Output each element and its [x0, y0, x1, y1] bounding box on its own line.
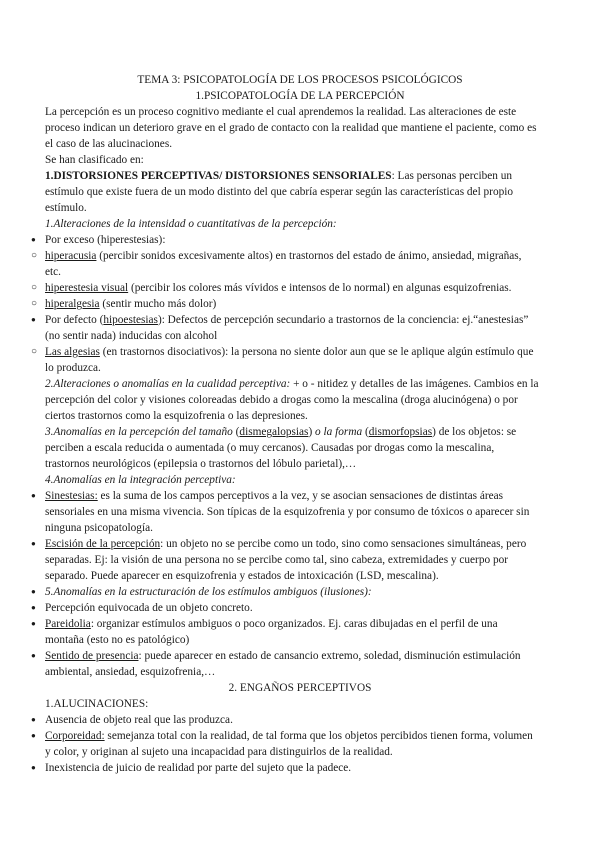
subsection-ilusiones: 5.Anomalías en la estructuración de los estímulos ambiguos (ilusiones):: [45, 586, 372, 598]
list-item-continuation: separado. Puede aparecer en esquizofrenia y estados de intoxicación (LSD, mescalina).: [45, 570, 439, 582]
list-item-continuation: montaña (esto no es patológico): [45, 634, 190, 646]
page-title: TEMA 3: PSICOPATOLOGÍA DE LOS PROCESOS PSICOLÓGICOS: [137, 74, 463, 86]
intro-line: el caso de las alucinaciones.: [45, 138, 173, 150]
term-corporeidad: Corporeidad:: [45, 730, 105, 742]
intro-line: La percepción es un proceso cognitivo mediante el cual aprendemos la realidad. Las alteraciones de este: [45, 106, 517, 118]
list-item-text: : puede aparecer en estado de cansancio extremo, soledad, disminución estimulación: [138, 650, 521, 662]
subsection-title: o la forma: [315, 426, 363, 438]
distorsiones-text: : Las personas perciben un: [391, 170, 513, 182]
section-title-2: 2. ENGAÑOS PERCEPTIVOS: [228, 682, 372, 694]
list-item-text: Por defecto (: [45, 314, 104, 326]
distorsiones-heading: [45, 168, 575, 184]
term-sentido-presencia: Sentido de presencia: [45, 650, 139, 662]
list-item: [45, 296, 575, 312]
bullet-hollow-icon: [31, 248, 37, 264]
list-item: Ausencia de objeto real que las produzca.: [45, 714, 233, 726]
subsection-text: de los objetos: se: [435, 426, 517, 438]
subsection-integracion: 4.Anomalías en la integración perceptiva:: [45, 474, 236, 486]
list-item-continuation: etc.: [45, 266, 61, 278]
bullet-filled-icon: [31, 648, 36, 664]
distorsiones-line: estímulo que existe fuera de un modo distinto del que cabría esperar según las características del propio: [45, 186, 514, 198]
paragraph-line: percepción del color y visiones coloreadas debido a drogas como la mescalina (droga alucinógena) o por: [45, 394, 518, 406]
list-item-text: (percibir sonidos excesivamente altos) en trastornos del estado de ánimo, ansiedad, migrañas,: [96, 250, 522, 262]
bullet-hollow-icon: [31, 280, 37, 296]
list-item: [45, 728, 575, 744]
bullet-filled-icon: [31, 232, 36, 248]
subsection-intensidad: 1.Alteraciones de la intensidad o cuantitativas de la percepción:: [45, 218, 337, 230]
list-item-continuation: y color, y originan al sujeto una incapacidad para distinguirlos de la realidad.: [45, 746, 393, 758]
term-escision: Escisión de la percepción: [45, 538, 161, 550]
list-item-continuation: sensoriales en una misma vivencia. Son típicas de la esquizofrenia y por consumo de tóxicos o aparecer sin: [45, 506, 530, 518]
section-title-1: 1.PSICOPATOLOGÍA DE LA PERCEPCIÓN: [195, 90, 405, 102]
list-item-continuation: ambiental, ansiedad, esquizofrenia,…: [45, 666, 216, 678]
bullet-hollow-icon: [31, 344, 37, 360]
bullet-filled-icon: [31, 584, 36, 600]
term-algesias: Las algesias: [45, 346, 100, 358]
list-item-text: (percibir los colores más vívidos e intensos de lo normal) en algunas esquizofrenias.: [128, 282, 512, 294]
list-item: [45, 488, 575, 504]
paragraph-line: ciertos trastornos como la esquizofrenia o las depresiones.: [45, 410, 308, 422]
bullet-filled-icon: [31, 760, 36, 776]
intro-line: Se han clasificado en:: [45, 154, 144, 166]
term-dismorfopsias: dismorfopsias: [368, 426, 433, 438]
list-item: Inexistencia de juicio de realidad por parte del sujeto que la padece.: [45, 762, 352, 774]
term-hiperalgesia: hiperalgesia: [45, 298, 100, 310]
list-item-text: ): Defectos de percepción secundario a trastornos de la conciencia: ej.“anestesias”: [157, 314, 529, 326]
list-item-continuation: ninguna psicopatología.: [45, 522, 153, 534]
list-item-text: (sentir mucho más dolor): [99, 298, 217, 310]
list-item-text: semejanza total con la realidad, de tal forma que los objetos percibidos tienen forma, volumen: [104, 730, 533, 742]
list-item: [45, 280, 575, 296]
term-sinestesias: Sinestesias:: [45, 490, 98, 502]
subsection-title: 2.Alteraciones o anomalías en la cualidad perceptiva:: [45, 378, 291, 390]
bullet-filled-icon: [31, 536, 36, 552]
term-hiperestesia-visual: hiperestesia visual: [45, 282, 129, 294]
paragraph-line: trastornos neurológicos (epilepsia o trastornos del lóbulo parietal),…: [45, 458, 357, 470]
list-item: [45, 344, 575, 360]
distorsiones-title: 1.DISTORSIONES PERCEPTIVAS/ DISTORSIONES SENSORIALES: [45, 170, 392, 182]
term-hipoestesias: hipoestesias: [103, 314, 158, 326]
list-item-text: : organizar estímulos ambiguos o poco organizados. Ej. caras dibujadas en el perfil de una: [90, 618, 498, 630]
list-item: Percepción equivocada de un objeto concreto.: [45, 602, 253, 614]
paragraph-line: perciben a escala reducida o aumentada (o muy cercanos). Causadas por drogas como la mescalina,: [45, 442, 495, 454]
subsection-cualidad: [45, 376, 575, 392]
bullet-filled-icon: [31, 616, 36, 632]
list-item-continuation: (no sentir nada) inducidas con alcohol: [45, 330, 218, 342]
list-item: [45, 616, 575, 632]
list-item-text: es la suma de los campos perceptivos a la vez, y se asocian sensaciones de distintas áreas: [97, 490, 504, 502]
list-item-text: (en trastornos disociativos): la persona no siente dolor aun que se le aplique algún estímulo que: [99, 346, 534, 358]
list-item-continuation: lo produzca.: [45, 362, 101, 374]
bullet-filled-icon: [31, 712, 36, 728]
subsection-text: + o - nitidez y detalles de las imágenes. Cambios en la: [290, 378, 539, 390]
term-pareidolia: Pareidolia: [45, 618, 91, 630]
bullet-filled-icon: [31, 488, 36, 504]
bullet-filled-icon: [31, 600, 36, 616]
subsection-title: 3.Anomalías en la percepción del tamaño: [45, 426, 233, 438]
bullet-hollow-icon: [31, 296, 37, 312]
bullet-filled-icon: [31, 312, 36, 328]
list-item-text: : un objeto no se percibe como un todo, sino como sensaciones simultáneas, pero: [160, 538, 527, 550]
list-item: [45, 648, 575, 664]
bullet-filled-icon: [31, 728, 36, 744]
intro-line: proceso indican un deterioro grave en el grado de contacto con la realidad que mantiene el paciente, como es: [45, 122, 537, 134]
list-item: [45, 312, 575, 328]
list-item-continuation: separadas. Ej: la visión de una persona no se percibe como tal, sino cabeza, extremidades y cuerpo por: [45, 554, 509, 566]
list-item: [45, 248, 575, 264]
subsection-alucinaciones: 1.ALUCINACIONES:: [45, 698, 149, 710]
subsection-tamano: 3.Anomalías en la percepción del tamaño (dismegalopsias) o la forma (dismorfopsias) de los objetos: se: [45, 426, 517, 438]
list-item: Por exceso (hiperestesias):: [45, 234, 166, 246]
term-dismegalopsias: dismegalopsias: [239, 426, 309, 438]
distorsiones-line: estímulo.: [45, 202, 87, 214]
term-hiperacusia: hiperacusia: [45, 250, 97, 262]
list-item: [45, 536, 575, 552]
